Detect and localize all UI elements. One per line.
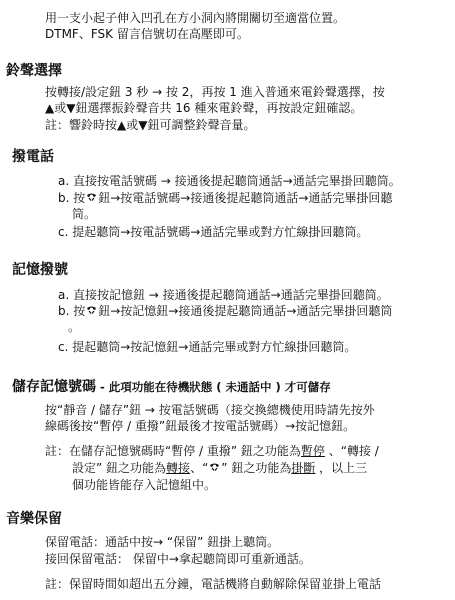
dial-item-b-text: 鈕→按電話號碼→接通後提起聽筒通話→通話完畢掛回聽 [98,191,393,205]
store-note-line-2 [72,460,367,476]
memory-dial-item-b-text: 鈕→按記憶鈕→接通後提起聽筒通話→通話完畢掛回聽筒 [98,304,393,318]
dial-item-b [58,190,392,206]
store-note-hangup: 掛斷 [291,461,316,475]
memory-dial-item-b-cont: 。 [68,320,81,334]
hang-up-phone-icon [86,191,97,202]
music-hold-line-2: 接回保留電話： 保留中→拿起聽筒即可重新通話。 [45,552,311,566]
store-note-text: 設定” 鈕之功能為 [72,461,167,475]
store-note-text: 、“轉接 / [324,444,379,458]
store-note-text: ” 鈕之功能為 [221,461,292,475]
store-heading-note: - 此項功能在待機狀態 ( 未通話中 ) 才可儲存 [96,380,331,394]
memory-dial-item-b [58,303,392,319]
memory-dial-item-b-prefix: b. 按 [58,304,86,318]
memory-dial-item-c: c. 提起聽筒→按記憶鈕→通話完畢或對方忙線掛回聽筒。 [58,340,357,354]
music-hold-note: 註：保留時間如超出五分鐘，電話機將自動解除保留並掛上電話 [45,577,382,591]
hang-up-phone-icon [209,461,220,472]
memory-dial-item-a: a. 直接按記憶鈕 → 接通後提起聽筒通話→通話完畢掛回聽筒。 [58,288,389,302]
store-heading-row [12,378,331,396]
store-note-text: 、“ [190,461,209,475]
store-note-line-3: 個功能皆能存入記憶組中。 [72,478,217,492]
ringer-line-2: ▲或▼鈕選擇振鈴聲音共 16 種來電鈴聲，再按設定鈕確認。 [45,101,363,115]
dial-item-a: a. 直接按電話號碼 → 接通後提起聽筒通話→通話完畢掛回聽筒。 [58,174,401,188]
store-note-text: 註：在儲存記憶號碼時“暫停 / 重撥” 鈕之功能為 [45,444,301,458]
dial-item-b-cont: 筒。 [72,207,97,221]
intro-line-2: DTMF、FSK 留言信號切在高壓即可。 [45,27,249,41]
dial-item-c: c. 提起聽筒→按電話號碼→通話完畢或對方忙線掛回聽筒。 [58,225,369,239]
hang-up-phone-icon [86,304,97,315]
dial-item-b-prefix: b. 按 [58,191,86,205]
store-note-pause: 暫停 [300,444,325,458]
memory-dial-heading: 記憶撥號 [12,262,68,278]
store-note-text: ，以上三 [315,461,368,475]
ringer-heading: 鈴聲選擇 [6,63,62,79]
store-line-2: 線碼後按“暫停 / 重撥”鈕最後才按電話號碼）→按記憶鈕。 [45,419,356,433]
store-note-line-1 [45,443,379,459]
ringer-note: 註：響鈴時按▲或▼鈕可調整鈴聲音量。 [45,118,256,132]
dial-heading: 撥電話 [12,149,54,165]
intro-line-1: 用一支小起子伸入凹孔在方小洞內將開關切至適當位置。 [45,11,346,25]
store-line-1: 按“靜音 / 儲存”鈕 → 按電話號碼（接交換總機使用時請先按外 [45,403,375,417]
store-note-transfer: 轉接 [166,461,191,475]
store-heading: 儲存記憶號碼 [12,379,96,395]
music-hold-line-1: 保留電話：通話中按→ “保留” 鈕掛上聽筒。 [45,535,280,549]
ringer-line-1: 按轉接/設定鈕 3 秒 → 按 2，再按 1 進入普通來電鈴聲選擇，按 [45,85,385,99]
music-hold-heading: 音樂保留 [6,511,62,527]
